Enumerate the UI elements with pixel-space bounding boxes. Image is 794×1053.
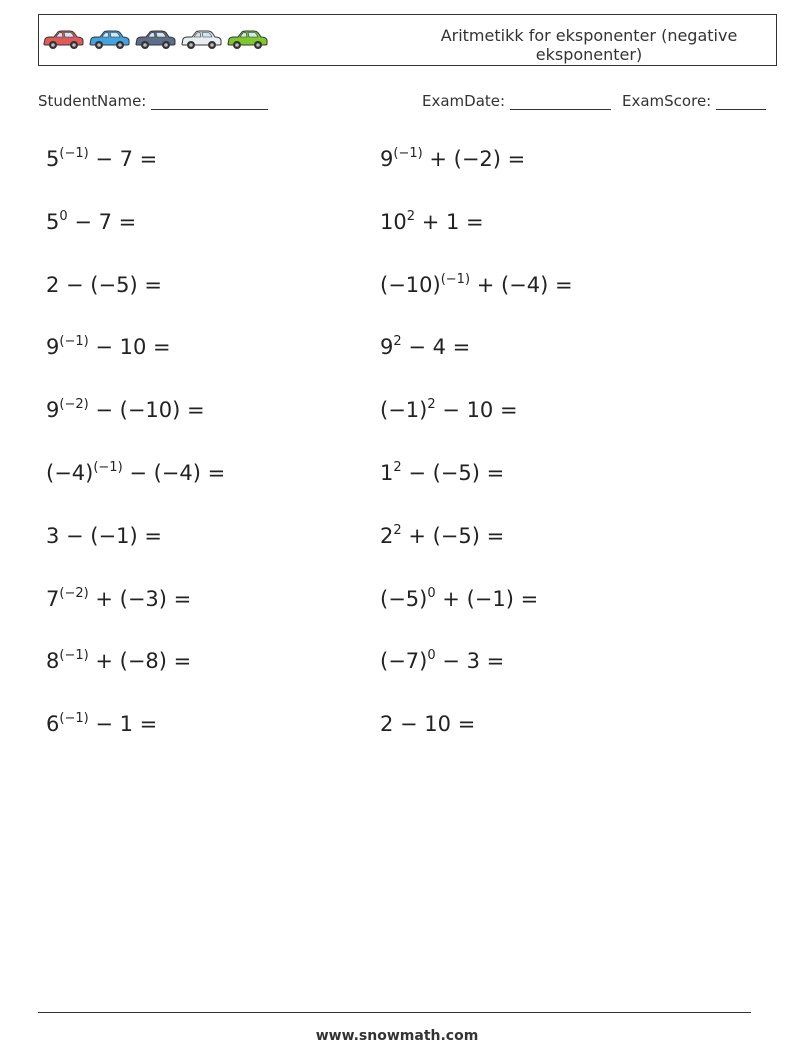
problem-rest: − 3 = (435, 649, 505, 674)
problem-base: (−4) (46, 460, 94, 485)
problem-item (380, 709, 714, 772)
problem-exponent: (−1) (93, 459, 123, 475)
info-row (38, 92, 771, 116)
problem-exponent: (−1) (59, 711, 89, 727)
problem-exponent: 0 (427, 648, 436, 664)
red-car-icon (42, 29, 84, 51)
problem-base: (−10) (380, 272, 441, 297)
problem-item (46, 144, 380, 207)
gray-car-icon (134, 29, 176, 51)
footer-divider (38, 1012, 751, 1013)
student-name-blank (151, 92, 268, 110)
problem-exponent: 2 (393, 334, 402, 350)
exam-date-label: ExamDate: (422, 92, 506, 110)
worksheet-title: Aritmetikk for eksponenter (negative eksponenter) (440, 26, 738, 64)
problem-item (46, 584, 380, 647)
exam-date-blank (510, 92, 611, 110)
problem-exponent: (−1) (59, 146, 89, 161)
problem-base: 2 − 10 = (380, 712, 476, 737)
problem-item (46, 521, 380, 584)
problem-exponent: (−2) (59, 585, 89, 601)
problem-item (380, 584, 714, 647)
problem-item (46, 709, 380, 772)
problem-base: (−7) (380, 649, 428, 674)
problem-base: 1 (380, 460, 394, 485)
problem-exponent: (−1) (440, 271, 471, 287)
problem-item (46, 395, 380, 458)
problem-item (380, 646, 714, 709)
problem-rest: − 4 = (401, 335, 471, 360)
problem-base: 9 (46, 335, 60, 360)
problem-rest: − (−5) = (401, 460, 505, 485)
problem-exponent: (−1) (59, 648, 89, 664)
green-car-icon (226, 29, 268, 51)
problem-rest: + (−8) = (88, 649, 192, 674)
problem-exponent: 0 (427, 585, 436, 601)
problem-exponent: (−2) (59, 397, 89, 413)
problem-exponent: 0 (59, 208, 68, 224)
problem-base: 10 (380, 209, 407, 234)
problem-exponent: 2 (393, 522, 402, 538)
exam-score-label: ExamScore: (622, 92, 712, 110)
problem-item (46, 646, 380, 709)
problem-base: 7 (46, 586, 60, 611)
problem-rest: − 10 = (88, 335, 171, 360)
exam-score-blank (716, 92, 766, 110)
problem-base: 5 (46, 147, 60, 171)
problem-item (46, 207, 380, 270)
problem-rest: + (−3) = (88, 586, 192, 611)
problem-base: 8 (46, 649, 60, 674)
blue-car-icon (88, 29, 130, 51)
problem-rest: − 7 = (88, 147, 158, 171)
problem-item (380, 270, 714, 333)
footer-url: www.snowmath.com (315, 1028, 479, 1044)
problem-item (46, 458, 380, 521)
exam-date-field (422, 92, 611, 110)
problem-rest: − 7 = (67, 209, 137, 234)
problem-base: 2 (380, 523, 394, 548)
problem-item (46, 332, 380, 395)
problem-item (380, 521, 714, 584)
worksheet-header (38, 14, 777, 66)
problem-base: 5 (46, 209, 60, 234)
problem-base: 9 (46, 398, 60, 423)
student-name-field (38, 92, 268, 110)
problem-rest: − (−10) = (88, 398, 205, 423)
problem-grid (46, 144, 746, 772)
problem-rest: + 1 = (415, 209, 484, 234)
problem-base: 6 (46, 712, 60, 737)
problem-rest: − 10 = (435, 398, 518, 423)
problem-rest: + (−2) = (422, 147, 526, 171)
car-icons (42, 29, 268, 51)
student-name-label: StudentName: (38, 92, 147, 110)
problem-base: 3 − (−1) = (46, 523, 162, 548)
problem-exponent: (−1) (393, 146, 423, 161)
problem-item (380, 395, 714, 458)
problem-base: 9 (380, 147, 394, 171)
problem-base: (−1) (380, 398, 428, 423)
problem-exponent: 2 (427, 397, 436, 413)
problem-base: 2 − (−5) = (46, 272, 162, 297)
problem-exponent: 2 (406, 208, 416, 224)
exam-score-field (622, 92, 766, 110)
problem-rest: + (−5) = (401, 523, 505, 548)
problem-item (380, 332, 714, 395)
problem-rest: + (−1) = (435, 586, 539, 611)
problem-exponent: 2 (393, 459, 402, 475)
problem-base: 9 (380, 335, 394, 360)
problem-item (380, 458, 714, 521)
white-car-icon (180, 29, 222, 51)
problem-item (46, 270, 380, 333)
problem-rest: + (−4) = (470, 272, 573, 297)
problem-base: (−5) (380, 586, 428, 611)
problem-item (380, 207, 714, 270)
problem-item (380, 144, 714, 207)
problem-exponent: (−1) (59, 334, 89, 350)
problem-rest: − 1 = (88, 712, 158, 737)
problem-rest: − (−4) = (122, 460, 226, 485)
